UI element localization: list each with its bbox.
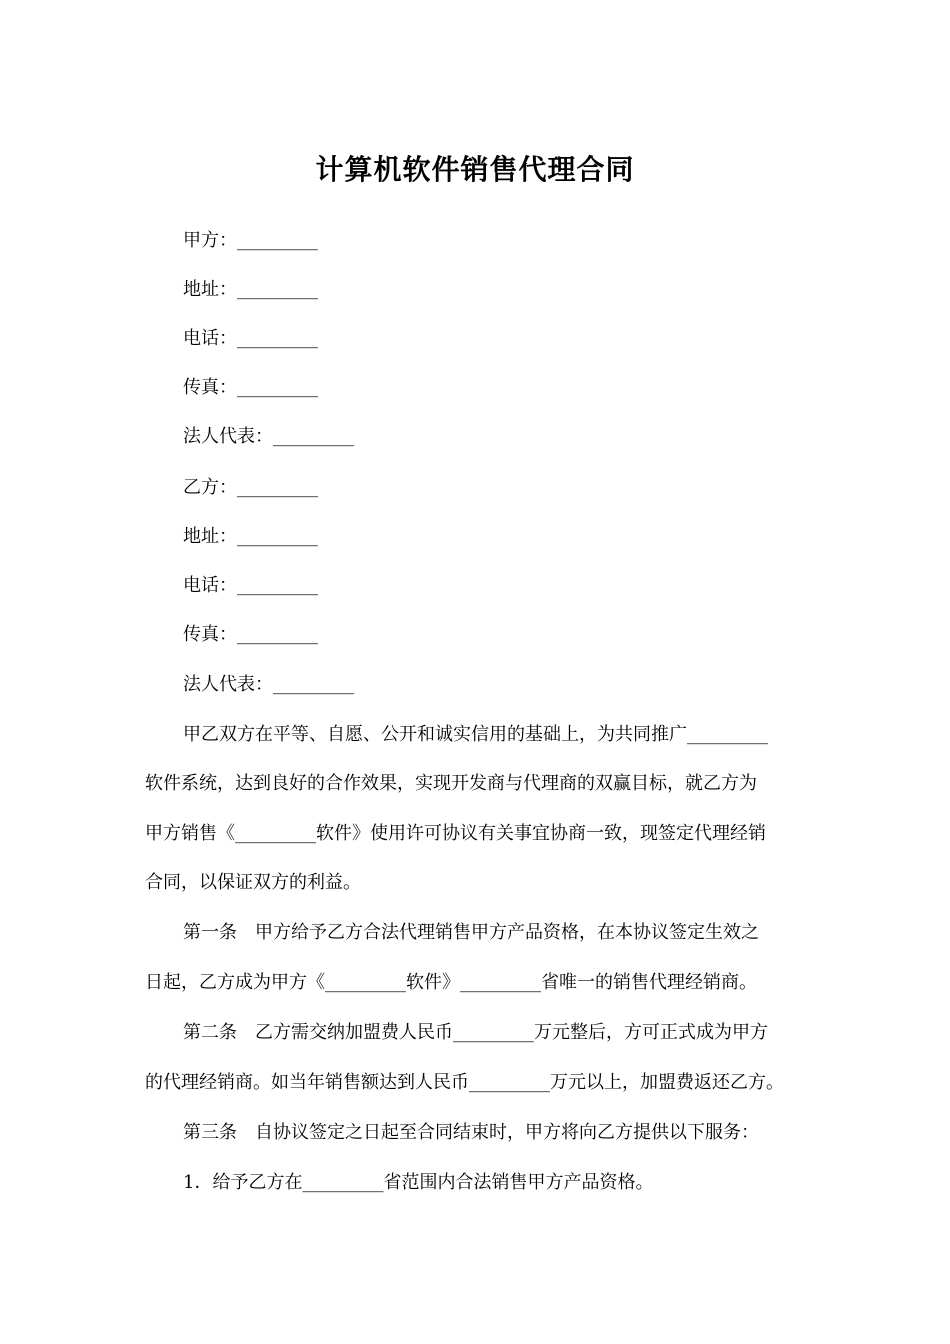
- article-2-line: 的代理经销商。如当年销售额达到人民币_________万元以上，加盟费返还乙方。: [145, 1072, 784, 1093]
- article-1-line: 第一条 甲方给予乙方合法代理销售甲方产品资格，在本协议签定生效之: [183, 922, 759, 943]
- party-a-representative: 法人代表：_________: [183, 426, 354, 447]
- party-b-representative: 法人代表：_________: [183, 674, 354, 695]
- preamble-line: 甲方销售《_________软件》使用许可协议有关事宜协商一致，现签定代理经销: [145, 823, 766, 844]
- article-3-item-1: 1．给予乙方在_________省范围内合法销售甲方产品资格。: [183, 1172, 654, 1193]
- article-1-line: 日起，乙方成为甲方《_________软件》_________省唯一的销售代理经销商。: [145, 972, 757, 993]
- party-a-fax: 传真：_________: [183, 377, 318, 398]
- article-2-line: 第二条 乙方需交纳加盟费人民币_________万元整后，方可正式成为甲方: [183, 1022, 768, 1043]
- article-3-heading: 第三条 自协议签定之日起至合同结束时，甲方将向乙方提供以下服务：: [183, 1122, 759, 1143]
- preamble-line: 软件系统，达到良好的合作效果，实现开发商与代理商的双赢目标，就乙方为: [145, 773, 757, 794]
- party-b-address: 地址：_________: [183, 526, 318, 547]
- party-b-fax: 传真：_________: [183, 624, 318, 645]
- preamble-line: 合同，以保证双方的利益。: [145, 872, 361, 893]
- party-a-phone: 电话：_________: [183, 328, 318, 349]
- party-b-name: 乙方：_________: [183, 477, 318, 498]
- party-a-name: 甲方：_________: [183, 230, 318, 251]
- preamble-line: 甲乙双方在平等、自愿、公开和诚实信用的基础上，为共同推广_________: [183, 724, 768, 745]
- document-title: 计算机软件销售代理合同: [315, 153, 635, 186]
- party-a-address: 地址：_________: [183, 279, 318, 300]
- party-b-phone: 电话：_________: [183, 575, 318, 596]
